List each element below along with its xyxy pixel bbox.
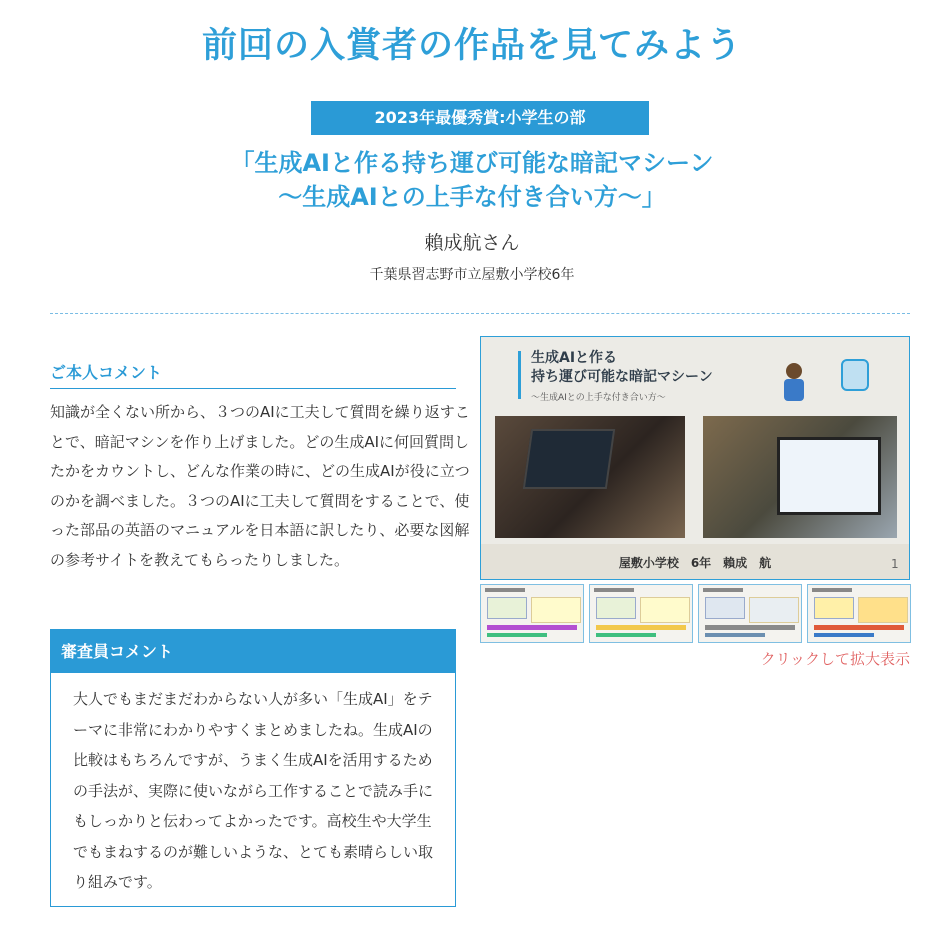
slide-footer-text: 屋敷小学校 6年 賴成 航	[618, 556, 772, 570]
slide-title-line1: 生成AIと作る	[531, 350, 618, 366]
page-title: 前回の入賞者の作品を見てみよう	[201, 26, 742, 66]
slide-preview[interactable]	[480, 336, 910, 580]
robot-illustration-icon	[841, 359, 869, 391]
slide-thumbnail-1[interactable]	[480, 584, 584, 643]
click-to-enlarge-link[interactable]: クリックして拡大表示	[760, 650, 910, 668]
work-title	[0, 146, 944, 214]
self-comment-heading: ご本人コメント	[50, 360, 456, 389]
slide-subtitle: 〜生成AIとの上手な付き合い方〜	[531, 393, 666, 403]
work-title-line2: 〜生成AIとの上手な付き合い方〜」	[278, 183, 666, 211]
judge-comment-heading: 審査員コメント	[51, 630, 455, 673]
slide-title	[531, 349, 713, 387]
slide-title-line2: 持ち運び可能な暗記マシーン	[531, 369, 713, 385]
dashed-divider	[50, 313, 910, 314]
judge-comment-box	[50, 629, 456, 907]
work-title-line1: 「生成AIと作る持ち運び可能な暗記マシーン	[230, 149, 714, 177]
award-badge: 2023年最優秀賞:小学生の部	[311, 101, 649, 135]
slide-page-number: 1	[891, 557, 899, 571]
boy-body-illustration	[784, 379, 804, 401]
self-comment-body: 知識が全くない所から、３つのAIに工夫して質問を繰り返すことで、暗記マシンを作り上げました。どの生成AIに何回質問したかをカウントし、どんな作業の時に、どの生成AIが役に立つのかを調べました。３つのAIに工夫して質問をすることで、使った部品の英語のマニュアルを日本語に訳したり、必要な図解の参考サイトを教えてもらったりしました。	[50, 403, 470, 569]
slide-thumbnail-4[interactable]	[807, 584, 911, 643]
judge-comment-body: 大人でもまだまだわからない人が多い「生成AI」をテーマに非常にわかりやすくまとめましたね。生成AIの比較はもちろんですが、うまく生成AIを活用するための手法が、実際に使いながら工作することで読み手にもしっかりと伝わってよかったです。高校生や大学生でもまねするのが難しいような、とても素晴らしい取り組みです。	[73, 690, 434, 891]
laptop-image	[523, 429, 615, 489]
slide-thumbnail-2[interactable]	[589, 584, 693, 643]
author-name: 賴成航さん	[424, 232, 520, 254]
boy-illustration-icon	[786, 363, 802, 379]
slide-title-bar	[518, 351, 521, 399]
device-screen-image	[777, 437, 881, 515]
school-name: 千葉県習志野市立屋敷小学校6年	[369, 267, 575, 283]
slide-thumbnail-3[interactable]	[698, 584, 802, 643]
